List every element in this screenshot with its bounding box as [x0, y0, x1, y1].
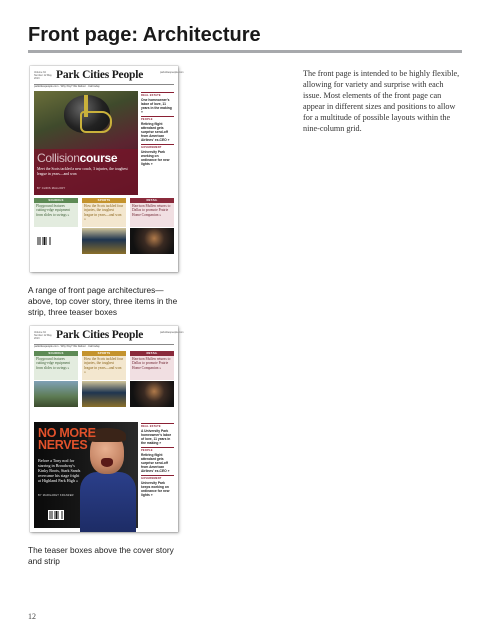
sidebar-teaser: Retiring flight attendant gets surprise send-off from American Airlines' ex-CEO »: [141, 453, 170, 473]
strip-teaser-text: How the Scots tackled four injuries, the toughest league in years—and won »: [82, 356, 126, 380]
sidebar-section-label: GOVERNMENT: [141, 144, 174, 149]
teaser-strip: [34, 351, 174, 423]
tagline: parkcitiespeople.com · Why Pay? We Deliver · Call today: [34, 84, 174, 89]
masthead-logo: Park Cities People: [56, 329, 144, 341]
strip-photo: [130, 381, 174, 407]
sidebar-section-label: PEOPLE: [141, 447, 174, 452]
strip-photo: [130, 228, 174, 254]
sidebar-teasers: [141, 90, 174, 166]
strip-photo: [34, 381, 78, 407]
title-rule: [28, 50, 462, 53]
masthead-url: parkcitiespeople.com: [160, 71, 184, 74]
masthead-url: parkcitiespeople.com: [160, 331, 184, 334]
barcode: [36, 236, 52, 246]
strip-item-retail: [130, 198, 174, 270]
sidebar-section-label: PEOPLE: [141, 116, 174, 121]
sidebar-teaser: A University Park homeowner's labor of love, 11 years in the making »: [141, 429, 172, 445]
strip-teaser-text: Playground features cutting-edge equipment from slides to swings »: [34, 203, 78, 227]
strip-section-label: SCHOOLS: [34, 198, 78, 203]
tagline: parkcitiespeople.com · Why Pay? We Deliver · Call today: [34, 344, 174, 349]
cover-byline: BY MARGARET KRANZER: [38, 494, 74, 497]
barcode: [48, 510, 64, 520]
strip-item-schools: [34, 351, 78, 423]
front-page-mockup-2: [30, 326, 184, 532]
strip-photo: [82, 228, 126, 254]
page-number: 12: [28, 612, 36, 621]
facemask: [80, 111, 112, 133]
front-page-mockup-1: [30, 66, 184, 272]
strip-section-label: RETAIL: [130, 198, 174, 203]
actor-mouth: [101, 458, 113, 467]
cover-headline-bold: course: [79, 151, 118, 165]
cover-byline: BY CHRIS MALLORY: [37, 187, 66, 190]
actor-shirt: [80, 472, 136, 532]
strip-teaser-text: How the Scots tackled four injuries, the toughest league in years—and won »: [82, 203, 126, 227]
masthead: [34, 329, 184, 343]
strip-photo: [82, 381, 126, 407]
sidebar-teaser: University Park keeps working on ordinance for new lights »: [141, 481, 170, 497]
intro-paragraph: The front page is intended to be highly flexible, allowing for variety and surprise with each issue. Most elements of the front page can appear in different sizes and positions to allow for a multitude of possible layouts within the nine-column grid.: [303, 69, 460, 133]
strip-item-sports: [82, 198, 126, 270]
sidebar-teaser: Retiring flight attendant gets surprise send-off from American Airlines' ex-CEO »: [141, 122, 170, 142]
sidebar-section-label: REAL ESTATE: [141, 92, 174, 97]
strip-section-label: RETAIL: [130, 351, 174, 356]
strip-item-retail: [130, 351, 174, 423]
strip-section-label: SPORTS: [82, 351, 126, 356]
teaser-strip: [34, 198, 174, 270]
strip-section-label: SPORTS: [82, 198, 126, 203]
sidebar-teaser: One homeowner's labor of love, 11 years in the making »: [141, 98, 172, 114]
cover-headline-line-1: NO MORE: [38, 426, 96, 440]
page-title: Front page: Architecture: [28, 24, 261, 46]
masthead: [34, 69, 184, 83]
sidebar-section-label: GOVERNMENT: [141, 475, 174, 480]
sidebar-section-label: REAL ESTATE: [141, 423, 174, 428]
strip-item-schools: [34, 198, 78, 270]
cover-deck: Meet the Scots tackled a new coach, 3 injuries, the toughest league in years—and won: [37, 167, 128, 176]
strip-teaser-text: Harrison Mullen returns to Dallas to promote Prairie Home Companion »: [130, 356, 174, 380]
caption-architecture-2: The teaser boxes above the cover story and strip: [28, 545, 174, 566]
cover-headline-thin: Collision: [37, 151, 80, 165]
masthead-logo: Park Cities People: [56, 69, 144, 81]
masthead-issue-info: Volume 34 Number 12 May 2013: [34, 71, 52, 80]
cover-photo: [34, 91, 138, 195]
cover-headline: [38, 427, 96, 451]
cover-headline-line-2: NERVES: [38, 438, 88, 452]
strip-teaser-text: Harrison Mullen returns to Dallas to promote Prairie Home Companion »: [130, 203, 174, 227]
sidebar-teasers: [141, 421, 174, 497]
strip-section-label: SCHOOLS: [34, 351, 78, 356]
strip-item-sports: [82, 351, 126, 423]
sidebar-teaser: University Park working on ordinance for new lights »: [141, 150, 170, 166]
cover-headline: [37, 151, 117, 165]
masthead-issue-info: Volume 34 Number 12 May 2013: [34, 331, 52, 340]
cover-deck: Before a Tony nod for starring in Broadway's Kinky Boots, Stark Sands overcame his stage fright at Highland Park High »: [38, 458, 81, 483]
cover-photo: [34, 422, 138, 528]
caption-architecture-1: A range of front page architectures—above, top cover story, three items in the strip, three teaser boxes: [28, 285, 178, 317]
strip-teaser-text: Playground features cutting-edge equipment from slides to swings »: [34, 356, 78, 380]
